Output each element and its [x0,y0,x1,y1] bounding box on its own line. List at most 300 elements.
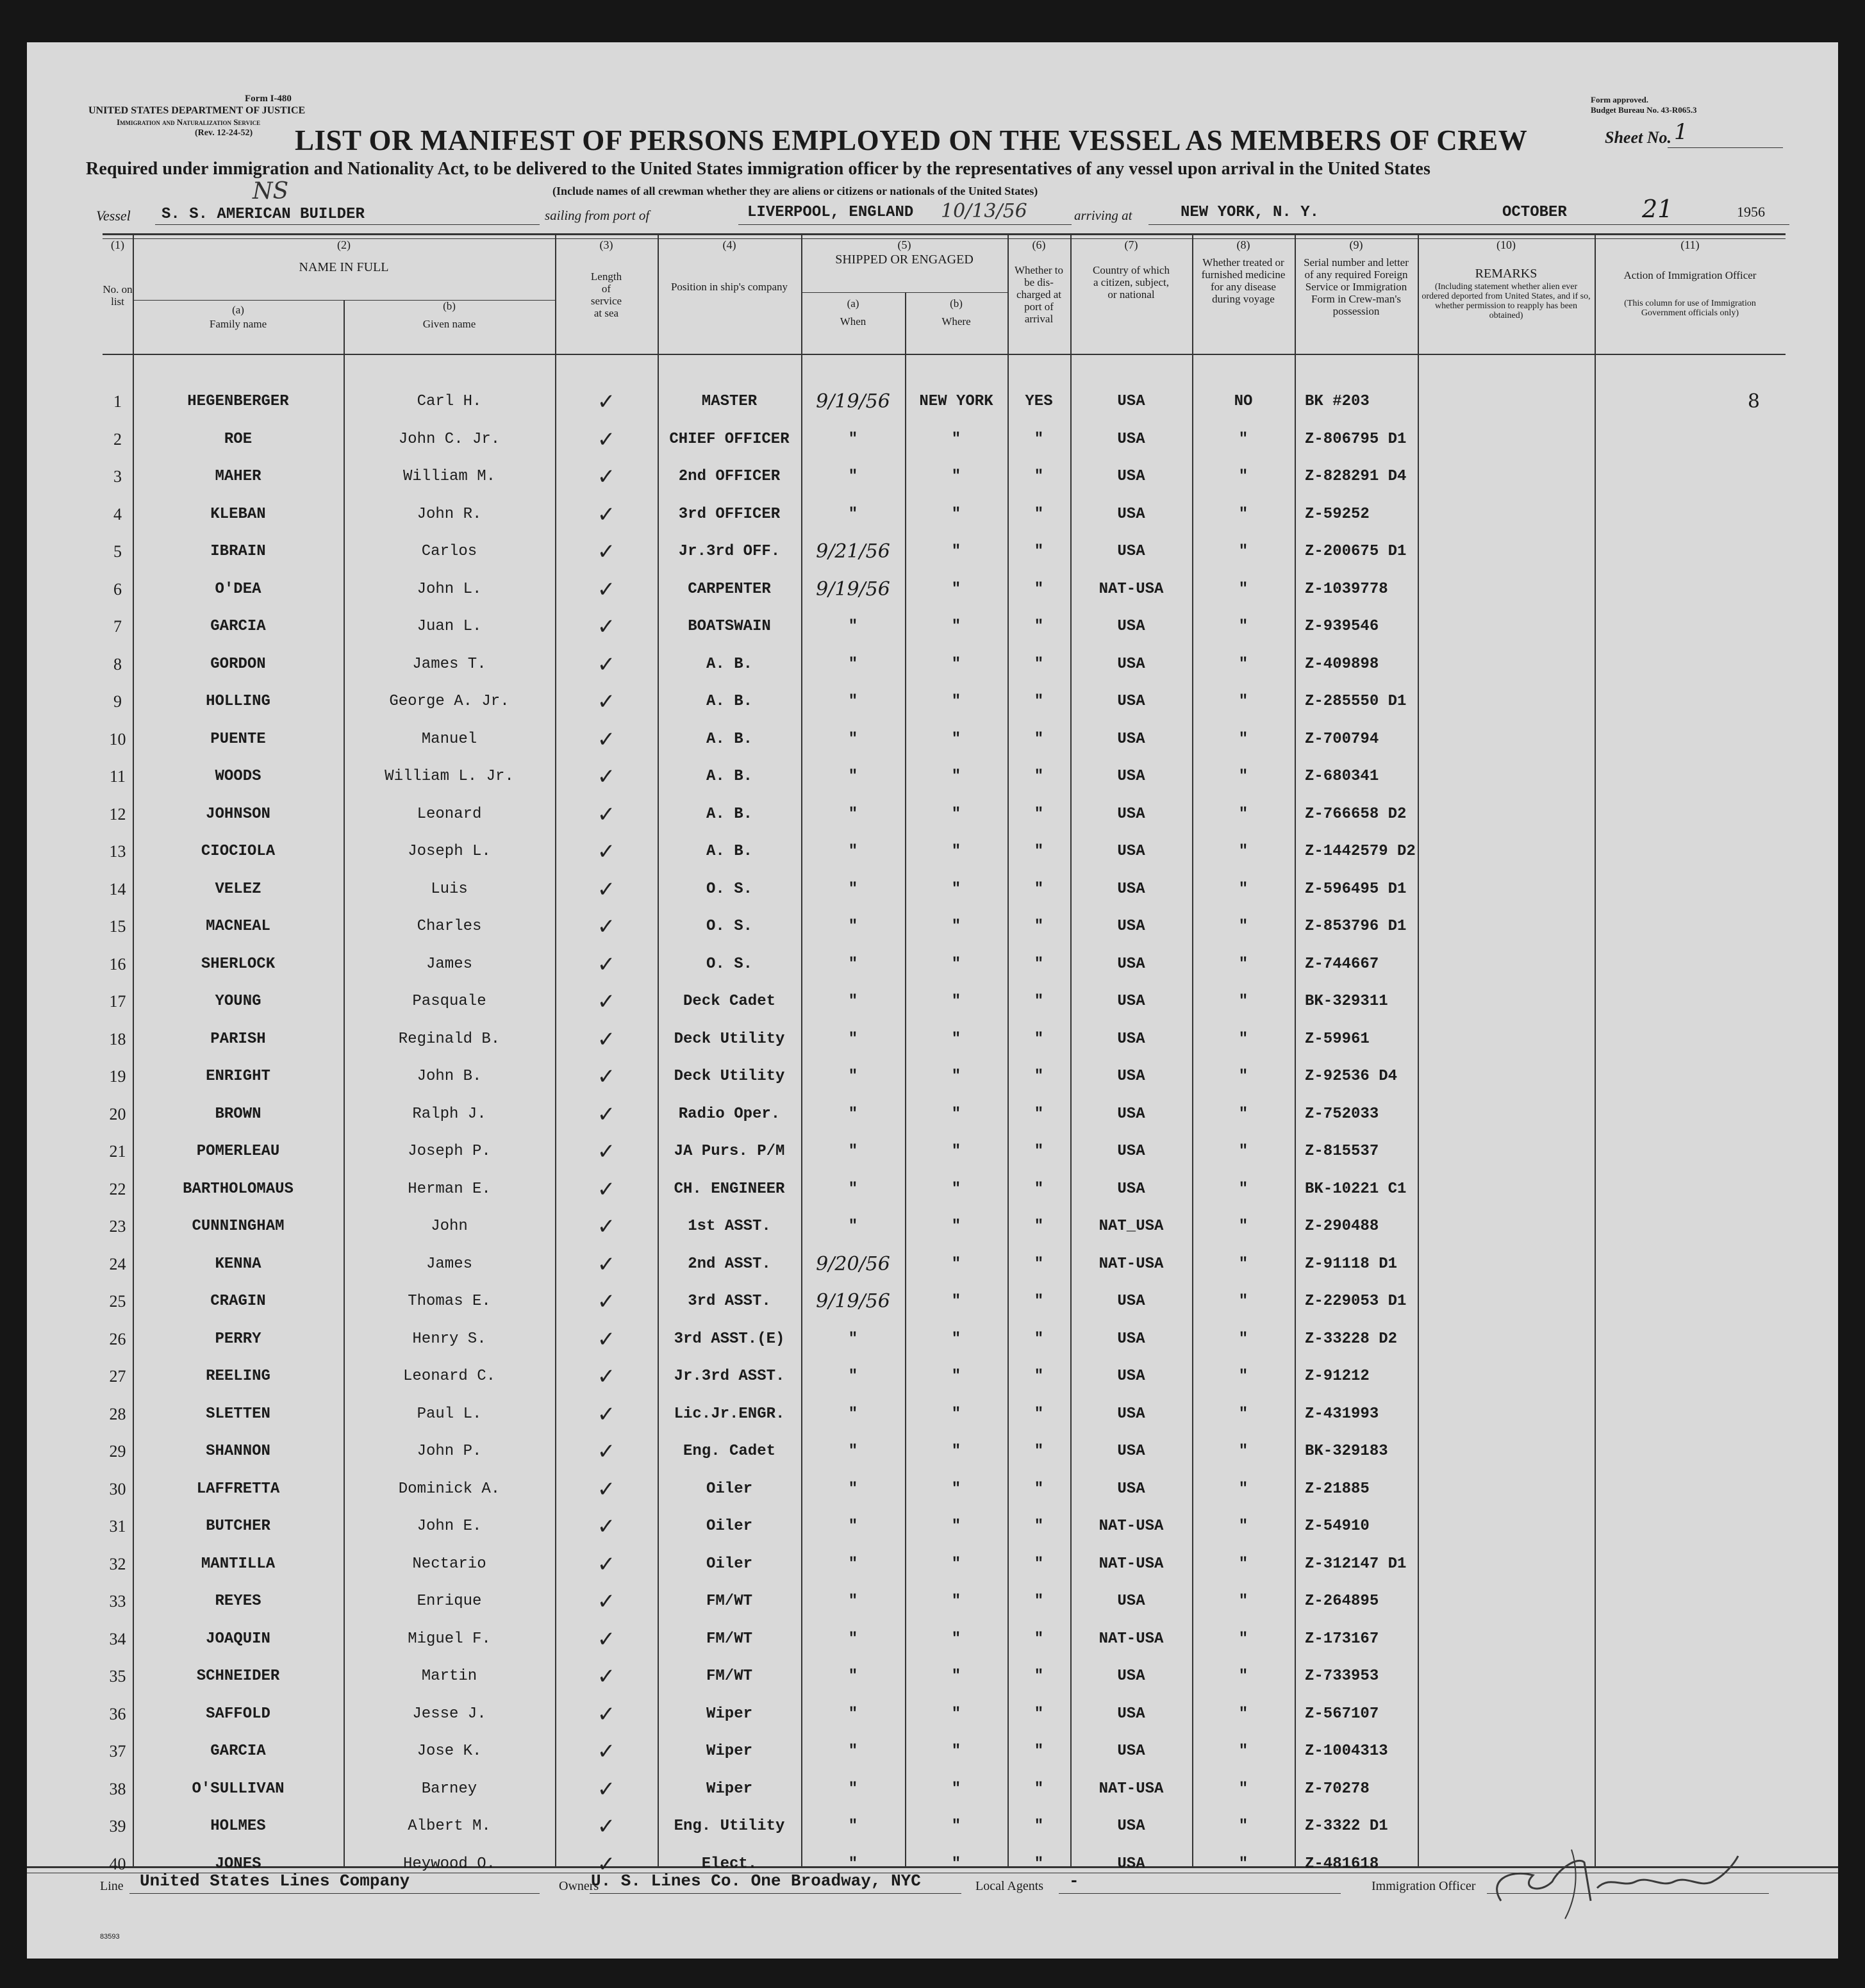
citizenship-country: USA [1117,1593,1145,1610]
engaged-when: 9/19/56 [816,1290,890,1313]
given-name: John L. [417,580,482,598]
engaged-when: " [848,1368,858,1385]
engaged-where: " [951,880,961,898]
crew-row [27,1471,1838,1509]
row-number: 22 [109,1179,126,1198]
citizenship-country: USA [1117,618,1145,635]
discharged-at-arrival: " [1034,693,1044,710]
row-number: 9 [113,692,122,711]
immigration-action [1595,1058,1786,1096]
given-name: Charles [417,918,482,935]
row-number: 8 [113,654,122,674]
given-name: Ralph J. [412,1105,486,1123]
service-check: ✓ [597,1364,616,1389]
serial-number: Z-409898 [1305,655,1379,673]
engaged-where: " [951,1330,961,1348]
discharged-at-arrival: " [1034,1780,1044,1798]
subtitle-note: (Include names of all crewman whether they are aliens or citizens or nationals of the United States) [552,185,1038,197]
header-treated: Whether treated or furnished medicine for any disease during voyage [1201,256,1286,305]
immigration-action [1595,1696,1786,1734]
row-number: 26 [109,1329,126,1348]
given-name: Leonard [417,805,482,823]
engaged-when: " [848,880,858,898]
ship-position: Eng. Utility [674,1818,785,1835]
given-name: John P. [417,1443,482,1460]
ship-position: A. B. [706,843,752,860]
engaged-when: " [848,505,858,523]
row-number: 12 [109,804,126,824]
row-number: 40 [109,1854,126,1873]
engaged-where: " [951,918,961,935]
colnum-5: (5) [897,238,911,251]
service-check: ✓ [597,426,616,452]
engaged-where: " [951,618,961,635]
service-check: ✓ [597,1401,616,1427]
engaged-when: " [848,768,858,785]
row-number: 23 [109,1217,126,1236]
immigration-action [1595,496,1786,534]
colnum-8: (8) [1236,238,1250,251]
discharged-at-arrival: " [1034,1330,1044,1348]
engaged-when: " [848,1143,858,1160]
family-name: SAFFOLD [206,1705,270,1723]
treated-medicine: " [1238,880,1248,898]
treated-medicine: " [1238,1480,1248,1498]
family-name: CRAGIN [210,1293,266,1310]
row-number: 13 [109,842,126,861]
given-name: Miguel F. [408,1630,491,1648]
given-name: Juan L. [417,618,482,635]
crew-row [27,1696,1838,1734]
treated-medicine: " [1238,1855,1248,1873]
discharged-at-arrival: " [1034,880,1044,898]
arrival-port: NEW YORK, N. Y. [1181,204,1320,221]
engaged-where: " [951,955,961,973]
row-number: 32 [109,1554,126,1573]
crew-row [27,1171,1838,1209]
given-name: Herman E. [408,1180,491,1198]
ship-position: Deck Cadet [683,993,776,1010]
engaged-where: " [951,1405,961,1423]
family-name: PUENTE [210,730,266,748]
engaged-when: " [848,843,858,860]
immigration-action [1595,683,1786,721]
given-name: William M. [402,468,496,485]
service-check: ✓ [597,1701,616,1727]
treated-medicine: " [1238,1068,1248,1085]
crew-row [27,1433,1838,1471]
row-number: 31 [109,1517,126,1536]
serial-number: Z-285550 D1 [1305,693,1407,710]
engaged-where: NEW YORK [919,393,993,410]
row-number: 11 [109,767,126,786]
engaged-where: " [951,543,961,560]
citizenship-country: USA [1117,1405,1145,1423]
service-check: ✓ [597,1439,616,1464]
citizenship-country: NAT-USA [1098,1780,1164,1798]
local-agents-label: Local Agents [975,1879,1044,1893]
discharged-at-arrival: " [1034,1443,1044,1460]
service-check: ✓ [597,1739,616,1764]
citizenship-country: USA [1117,1180,1145,1198]
engaged-where: " [951,1630,961,1648]
treated-medicine: " [1238,1630,1248,1648]
engaged-when: " [848,693,858,710]
citizenship-country: USA [1117,730,1145,748]
discharged-at-arrival: " [1034,580,1044,598]
treated-medicine: " [1238,955,1248,973]
citizenship-country: USA [1117,1743,1145,1760]
engaged-when: 9/19/56 [816,390,890,413]
family-name: MACNEAL [206,918,270,935]
given-name: Joseph P. [408,1143,491,1160]
crew-row [27,1508,1838,1546]
immigration-action [1595,1358,1786,1396]
citizenship-country: NAT-USA [1098,1518,1164,1535]
serial-number: BK-10221 C1 [1305,1180,1407,1198]
engaged-where: " [951,1668,961,1685]
citizenship-country: USA [1117,955,1145,973]
serial-number: Z-596495 D1 [1305,880,1407,898]
row-number: 38 [109,1779,126,1798]
engaged-when: " [848,1105,858,1123]
given-name: Carl H. [417,393,482,410]
service-check: ✓ [597,689,616,715]
family-name: MANTILLA [201,1555,276,1573]
service-check: ✓ [597,951,616,977]
engaged-when: " [848,1705,858,1723]
crew-row [27,1058,1838,1096]
immigration-action [1595,1096,1786,1134]
discharged-at-arrival: " [1034,1105,1044,1123]
ship-position: Wiper [706,1780,752,1798]
vessel-annotation: NS [253,178,289,204]
treated-medicine: " [1238,1255,1248,1273]
crew-row [27,683,1838,721]
engaged-when: " [848,1443,858,1460]
row-number: 29 [109,1442,126,1461]
ship-position: CHIEF OFFICER [669,430,790,448]
header-given-b: (b) [443,300,456,312]
service-name: Immigration and Naturalization Service [117,117,261,127]
serial-number: BK-329183 [1305,1443,1388,1460]
given-name: Henry S. [412,1330,486,1348]
serial-number: Z-70278 [1305,1780,1370,1798]
given-name: Paul L. [417,1405,482,1423]
immigration-action [1595,608,1786,646]
service-check: ✓ [597,1214,616,1239]
row-number: 15 [109,917,126,936]
row-number: 28 [109,1404,126,1423]
discharged-at-arrival: " [1034,543,1044,560]
family-name: BARTHOLOMAUS [183,1180,294,1198]
sailing-label: sailing from port of [545,208,650,223]
treated-medicine: " [1238,730,1248,748]
crew-row [27,796,1838,834]
given-name: Albert M. [408,1818,491,1835]
engaged-when: " [848,1518,858,1535]
immigration-action [1595,908,1786,946]
service-check: ✓ [597,501,616,527]
service-check: ✓ [597,1664,616,1689]
crew-row [27,1246,1838,1284]
discharged-at-arrival: " [1034,430,1044,448]
discharged-at-arrival: " [1034,955,1044,973]
row-number: 27 [109,1367,126,1386]
serial-number: Z-173167 [1305,1630,1379,1648]
family-name: JOHNSON [206,805,270,823]
engaged-when: " [848,655,858,673]
citizenship-country: USA [1117,1105,1145,1123]
row-number: 25 [109,1292,126,1311]
serial-number: Z-312147 D1 [1305,1555,1407,1573]
citizenship-country: USA [1117,693,1145,710]
immigration-action [1595,1171,1786,1209]
given-name: John B. [417,1068,482,1085]
service-check: ✓ [597,539,616,565]
crew-row [27,421,1838,459]
citizenship-country: USA [1117,393,1145,410]
immigration-action [1595,796,1786,834]
arrival-year: 1956 [1737,204,1765,220]
colnum-3: (3) [599,238,613,251]
family-name: YOUNG [215,993,261,1010]
immigration-action [1595,1471,1786,1509]
engaged-where: " [951,430,961,448]
citizenship-country: USA [1117,1293,1145,1310]
treated-medicine: " [1238,1518,1248,1535]
engaged-when: " [848,1555,858,1573]
family-name: SLETTEN [206,1405,270,1423]
service-check: ✓ [597,876,616,902]
row-number: 5 [113,542,122,561]
row-number: 36 [109,1704,126,1723]
family-name: BUTCHER [206,1518,270,1535]
row-number: 17 [109,992,126,1011]
treated-medicine: " [1238,468,1248,485]
service-check: ✓ [597,1814,616,1839]
header-no-on-list: No. on list [103,283,133,308]
crew-row [27,608,1838,646]
citizenship-country: USA [1117,505,1145,523]
citizenship-country: USA [1117,1330,1145,1348]
given-name: Dominick A. [398,1480,501,1498]
crew-row [27,908,1838,946]
crew-row [27,1321,1838,1359]
row-number: 33 [109,1592,126,1611]
family-name: HEGENBERGER [187,393,289,410]
family-name: REYES [215,1593,261,1610]
arrival-month: OCTOBER [1502,204,1567,221]
ship-position: CH. ENGINEER [674,1180,785,1198]
family-name: LAFFRETTA [196,1480,280,1498]
immigration-action [1595,1208,1786,1246]
service-check: ✓ [597,1776,616,1802]
family-name: KLEBAN [210,505,266,523]
given-name: Thomas E. [408,1293,491,1310]
crew-row [27,1358,1838,1396]
sheet-label: Sheet No. [1605,128,1671,147]
engaged-where: " [951,1855,961,1873]
family-name: HOLMES [210,1818,266,1835]
given-name: Manuel [421,730,477,748]
ship-position: FM/WT [706,1630,752,1648]
crew-row [27,1733,1838,1771]
discharged-at-arrival: YES [1025,393,1053,410]
ship-position: A. B. [706,805,752,823]
colnum-6: (6) [1032,238,1046,251]
engaged-where: " [951,1368,961,1385]
engaged-when: 9/21/56 [816,540,890,563]
service-check: ✓ [597,464,616,490]
engaged-when: " [848,1330,858,1348]
ship-position: FM/WT [706,1668,752,1685]
row-number: 20 [109,1104,126,1123]
immigration-action [1595,1433,1786,1471]
crew-row [27,646,1838,684]
citizenship-country: USA [1117,655,1145,673]
family-name: REELING [206,1368,270,1385]
immigration-action [1595,946,1786,984]
service-check: ✓ [597,1589,616,1614]
immigration-action [1595,1133,1786,1171]
crew-row [27,496,1838,534]
engaged-when: " [848,1668,858,1685]
row-number: 6 [113,579,122,599]
crew-row [27,721,1838,759]
service-check: ✓ [597,839,616,865]
row-number: 37 [109,1742,126,1760]
engaged-when: " [848,1180,858,1198]
row-number: 3 [113,467,122,486]
service-check: ✓ [597,389,616,415]
crew-row [27,758,1838,796]
engaged-where: " [951,843,961,860]
header-length: Length of service at sea [590,270,622,319]
discharged-at-arrival: " [1034,768,1044,785]
serial-number: Z-567107 [1305,1705,1379,1723]
engaged-when: 9/20/56 [816,1252,890,1275]
family-name: CUNNINGHAM [192,1218,285,1235]
serial-number: Z-21885 [1305,1480,1370,1498]
service-check: ✓ [597,764,616,790]
row-number: 39 [109,1817,126,1835]
crew-row [27,833,1838,871]
form-approved: Form approved. [1591,95,1649,104]
service-check: ✓ [597,1101,616,1127]
discharged-at-arrival: " [1034,730,1044,748]
given-name: Heywood O. [402,1855,496,1873]
row-number: 21 [109,1142,126,1161]
immigration-action [1595,421,1786,459]
header-given-name: Given name [422,318,476,330]
crew-row [27,571,1838,609]
ship-position: Oiler [706,1518,752,1535]
citizenship-country: USA [1117,768,1145,785]
engaged-when: " [848,1405,858,1423]
given-name: Martin [421,1668,477,1685]
ship-position: MASTER [701,393,758,410]
crew-row [27,533,1838,571]
service-check: ✓ [597,1289,616,1314]
service-check: ✓ [597,1514,616,1539]
ship-position: JA Purs. P/M [674,1143,785,1160]
family-name: SHERLOCK [201,955,276,973]
engaged-where: " [951,730,961,748]
officer-signature [1482,1830,1751,1920]
row-number: 19 [109,1067,126,1086]
ship-position: Oiler [706,1555,752,1573]
local-agents-value: - [1069,1871,1079,1891]
service-check: ✓ [597,914,616,940]
header-where-b: (b) [950,297,963,310]
header-serial: Serial number and letter of any required Foreign Service or Immigration Form in Crew-man's possession [1304,256,1409,317]
page-title: LIST OR MANIFEST OF PERSONS EMPLOYED ON THE VESSEL AS MEMBERS OF CREW [295,124,1528,156]
ship-position: 2nd ASST. [688,1255,771,1273]
family-name: IBRAIN [210,543,266,560]
row-number: 30 [109,1479,126,1498]
engaged-where: " [951,468,961,485]
engaged-where: " [951,1818,961,1835]
service-check: ✓ [597,576,616,602]
given-name: John [431,1218,468,1235]
immigration-action [1595,1283,1786,1321]
row-number: 24 [109,1254,126,1273]
engaged-where: " [951,1105,961,1123]
immigration-action [1595,533,1786,571]
given-name: Luis [431,880,468,898]
treated-medicine: " [1238,1818,1248,1835]
engaged-where: " [951,993,961,1010]
immigration-action [1595,1396,1786,1434]
engaged-where: " [951,1743,961,1760]
immigration-action [1595,1583,1786,1621]
ship-position: BOATSWAIN [688,618,771,635]
immigration-action [1595,1508,1786,1546]
treated-medicine: " [1238,1743,1248,1760]
serial-number: Z-1442579 D2 [1305,843,1416,860]
serial-number: Z-744667 [1305,955,1379,973]
ship-position: Wiper [706,1743,752,1760]
header-action: Action of Immigration Officer [1623,269,1757,281]
given-name: Reginald B. [398,1030,501,1048]
immigration-action [1595,571,1786,609]
engaged-when: " [848,430,858,448]
engaged-where: " [951,1068,961,1085]
subtitle: Required under immigration and Nationality Act, to be delivered to the United States immigration officer by the representatives of any vessel upon arrival in the United States [86,159,1430,179]
discharged-at-arrival: " [1034,1818,1044,1835]
ship-position: O. S. [706,955,752,973]
discharged-at-arrival: " [1034,1368,1044,1385]
crew-row [27,1546,1838,1584]
engaged-when: " [848,1030,858,1048]
treated-medicine: " [1238,1443,1248,1460]
serial-number: Z-700794 [1305,730,1379,748]
treated-medicine: " [1238,505,1248,523]
ship-position: Radio Oper. [678,1105,781,1123]
immigration-action [1595,833,1786,871]
citizenship-country: USA [1117,1818,1145,1835]
discharged-at-arrival: " [1034,1668,1044,1685]
discharged-at-arrival: " [1034,505,1044,523]
given-name: Jose K. [417,1743,482,1760]
given-name: James [426,955,472,973]
discharged-at-arrival: " [1034,805,1044,823]
engaged-when: " [848,1068,858,1085]
arrival-day: 21 [1642,195,1673,223]
service-check: ✓ [597,1026,616,1052]
given-name: Enrique [417,1593,482,1610]
